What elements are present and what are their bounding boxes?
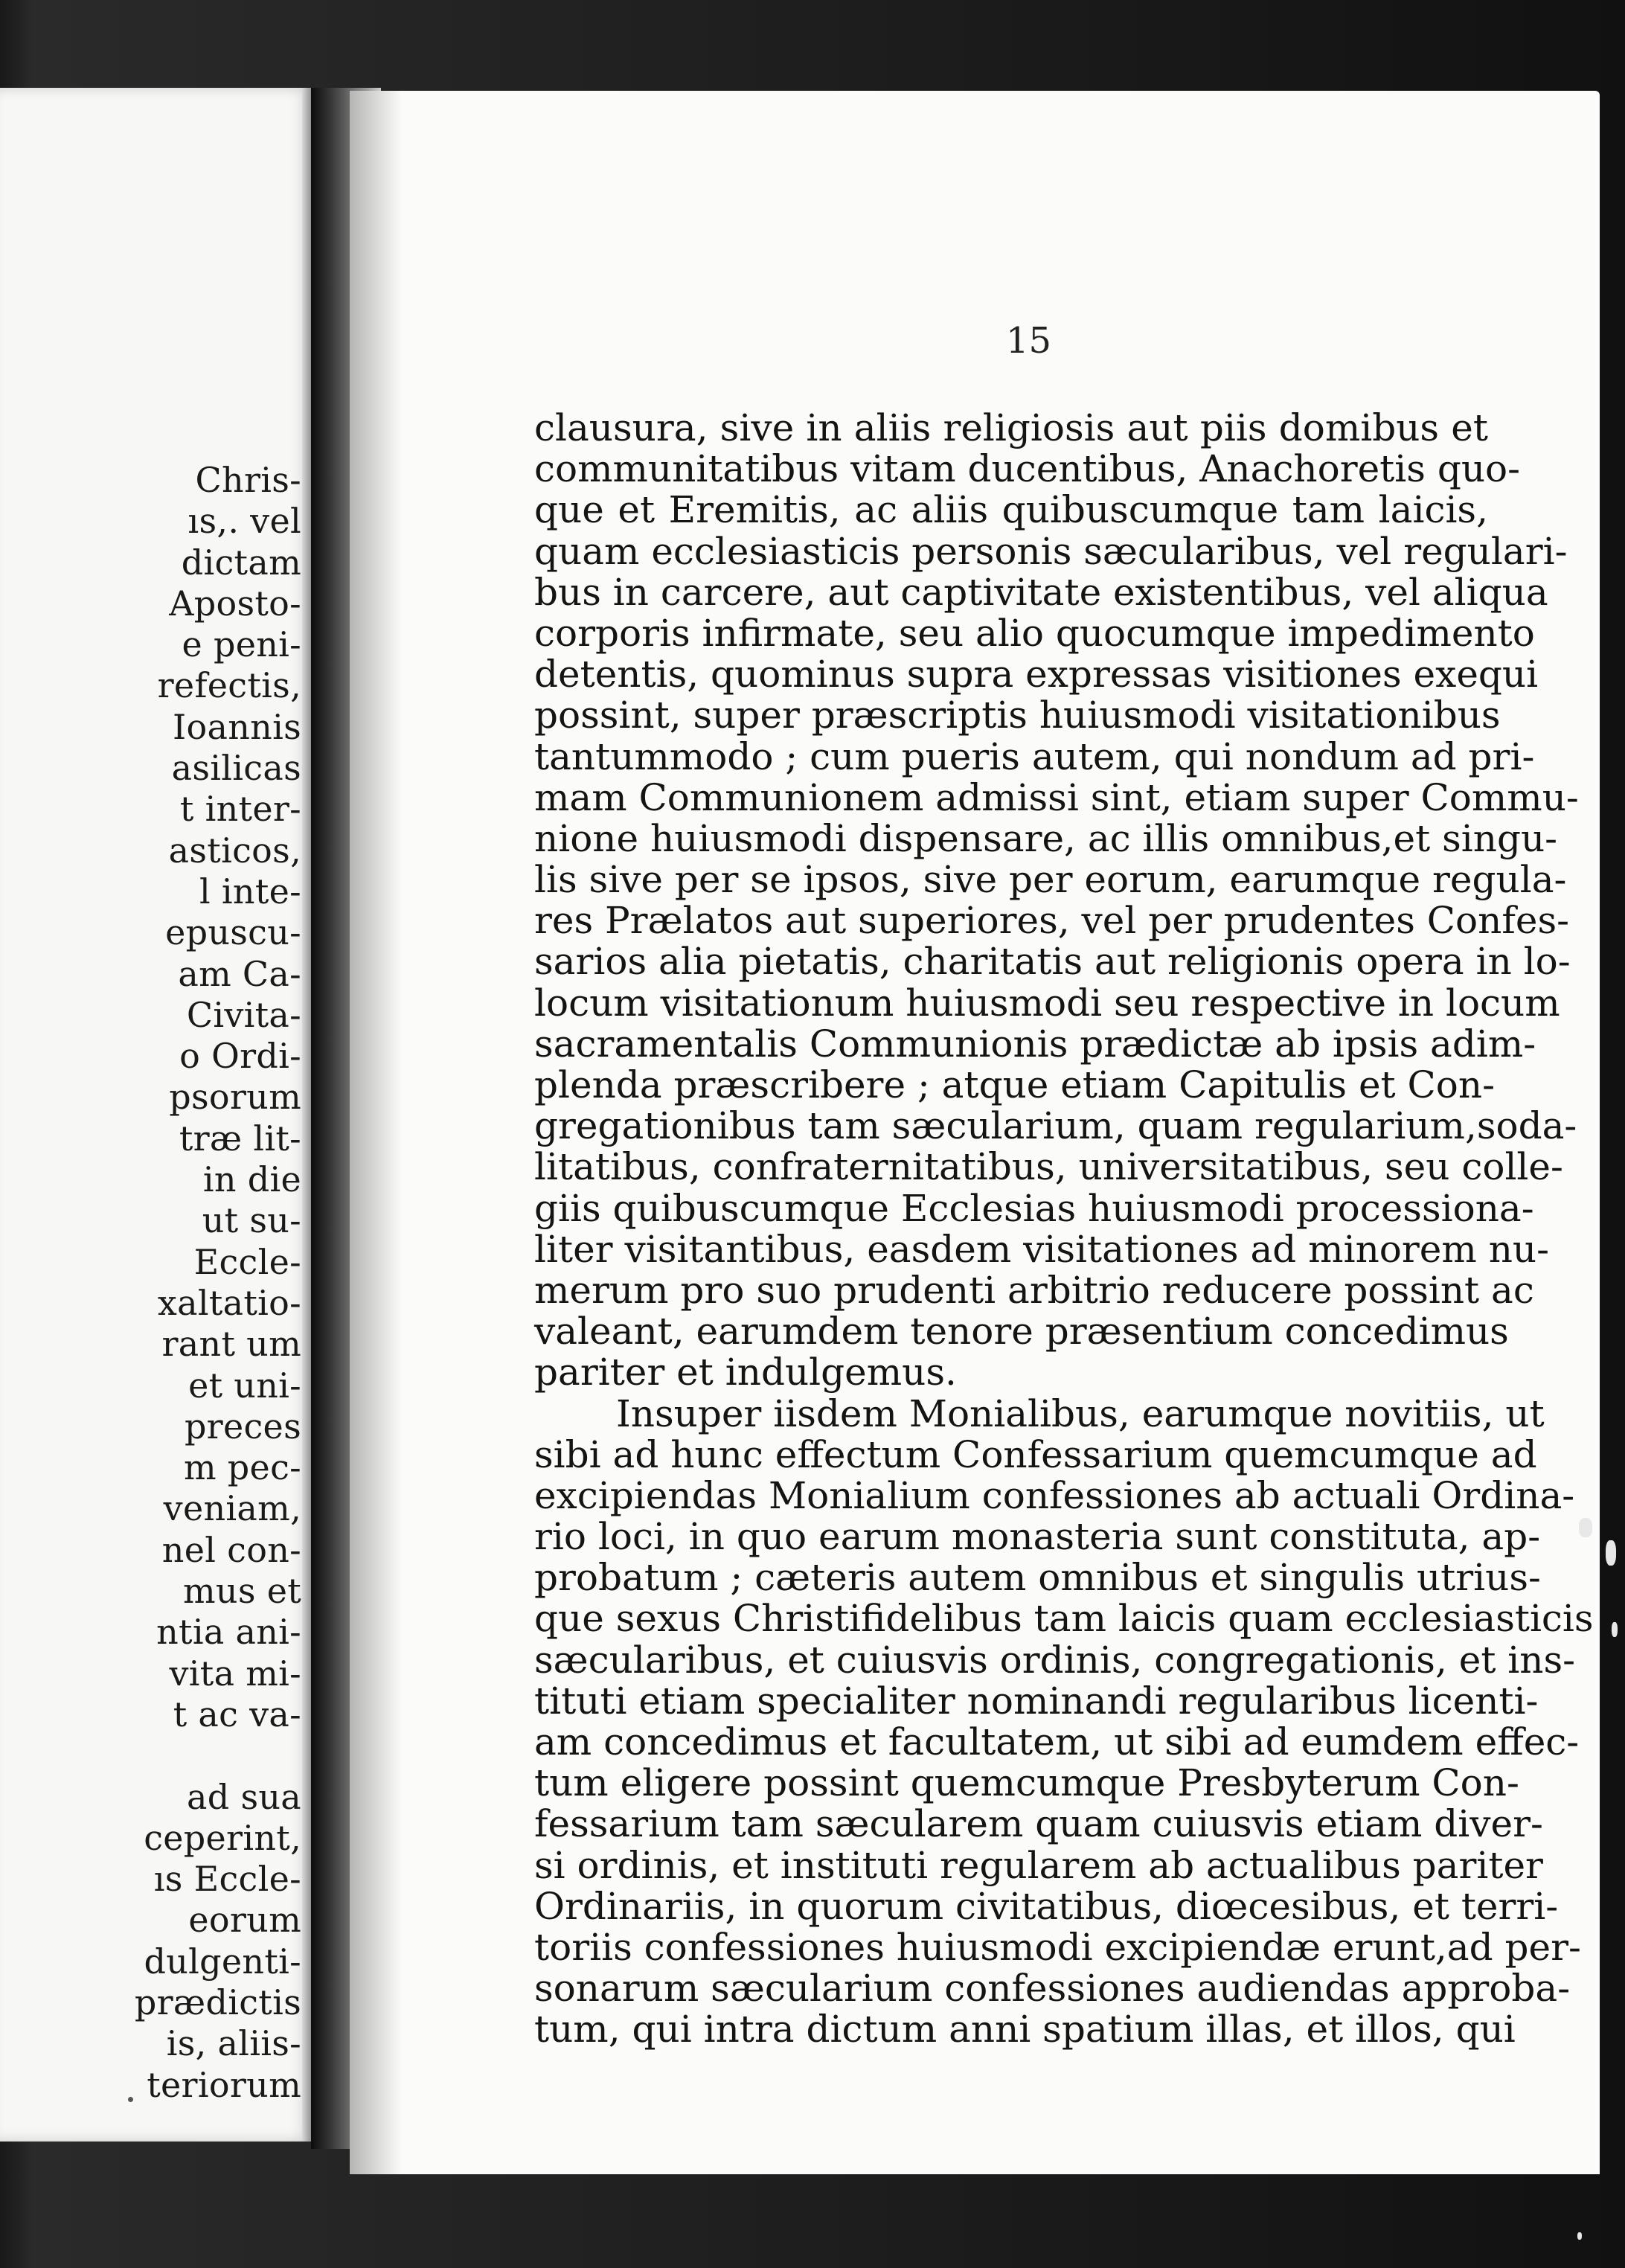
left-page-line: mus et <box>183 1571 301 1612</box>
text-line: possint, super præscriptis huiusmodi visitationibus <box>534 693 1501 737</box>
left-page-line: o Ordi- <box>179 1036 301 1077</box>
left-page-line: nel con- <box>161 1529 301 1570</box>
text-line: sacramentalis Communionis prædictæ ab ipsis adim- <box>534 1022 1536 1066</box>
left-page-line: asticos, <box>168 830 301 871</box>
left-page-line: ıs Eccle- <box>153 1859 301 1900</box>
left-page-line: vita mi- <box>169 1653 301 1694</box>
left-page-line: in die <box>202 1159 301 1200</box>
left-page-line: asilicas <box>171 748 301 789</box>
text-line: lis sive per se ipsos, sive per eorum, earumque regula- <box>534 858 1567 902</box>
right-page-shade <box>350 91 402 2174</box>
text-line: pariter et indulgemus. <box>534 1351 957 1394</box>
left-page-line: træ lit- <box>179 1118 301 1159</box>
ink-speck <box>128 2097 133 2102</box>
left-page-text <box>0 460 301 2106</box>
text-line: excipiendas Monialium confessiones ab actuali Ordina- <box>534 1473 1575 1517</box>
left-page-line: e peni- <box>182 624 301 665</box>
edge-speck <box>1577 2232 1582 2240</box>
left-page-line: l inte- <box>199 871 301 912</box>
text-line: am concedimus et facultatem, ut sibi ad eumdem effec- <box>534 1720 1580 1764</box>
text-line: valeant, earumdem tenore præsentium concedimus <box>534 1310 1509 1354</box>
text-line: res Prælatos aut superiores, vel per prudentes Confes- <box>534 899 1569 943</box>
text-line: giis quibuscumque Ecclesias huiusmodi processiona- <box>534 1186 1534 1230</box>
text-line: mam Communionem admissi sint, etiam super Commu- <box>534 775 1579 819</box>
left-page-line: rant um <box>161 1324 301 1365</box>
text-line: sarios alia pietatis, charitatis aut religionis opera in lo- <box>534 940 1571 984</box>
left-page-line: et uni- <box>188 1365 301 1406</box>
text-line: Insuper iisdem Monialibus, earumque novitiis, ut <box>616 1391 1545 1435</box>
edge-speck <box>1612 1622 1618 1637</box>
text-line: probatum ; cæteris autem omnibus et singulis utrius- <box>534 1556 1541 1600</box>
left-page-line: t ac va- <box>173 1694 301 1734</box>
left-page-line: ceperint, <box>144 1817 301 1858</box>
left-page-line: ut su- <box>202 1200 301 1241</box>
left-page-line: Eccle- <box>193 1241 301 1282</box>
text-line: communitatibus vitam ducentibus, Anachoretis quo- <box>534 447 1521 491</box>
left-page-line <box>0 1735 301 1776</box>
text-line: que et Eremitis, ac aliis quibuscumque tam laicis, <box>534 488 1488 532</box>
left-page-line: ad sua <box>187 1776 301 1817</box>
edge-speck <box>1606 1540 1616 1566</box>
left-page-line: veniam, <box>163 1488 301 1529</box>
left-page-line: psorum <box>169 1077 301 1118</box>
left-page-line: preces <box>184 1406 301 1447</box>
left-page-line: ıs,. vel <box>188 501 301 542</box>
left-page-line: is, aliis- <box>166 2023 301 2064</box>
left-page-line: t inter- <box>179 789 301 830</box>
text-line: tum, qui intra dictum anni spatium illas, et illos, qui <box>534 2008 1516 2051</box>
text-line: sæcularibus, et cuiusvis ordinis, congregationis, et ins- <box>534 1638 1576 1682</box>
left-page-line: Aposto- <box>169 583 301 624</box>
left-page-line: teriorum <box>147 2064 301 2105</box>
edge-speck <box>1579 1518 1592 1537</box>
left-page-line: ntia ani- <box>156 1612 301 1653</box>
right-page-text <box>534 406 1594 2051</box>
text-line: liter visitantibus, easdem visitationes ad minorem nu- <box>534 1227 1549 1271</box>
text-line: clausura, sive in aliis religiosis aut piis domibus et <box>534 406 1488 449</box>
text-line: sibi ad hunc effectum Confessarium quemcumque ad <box>534 1432 1537 1476</box>
text-line: si ordinis, et instituti regularem ab actualibus pariter <box>534 1843 1543 1887</box>
page-number: 15 <box>1006 320 1052 362</box>
text-line: nione huiusmodi dispensare, ac illis omnibus,et singu- <box>534 816 1558 860</box>
text-line: tantummodo ; cum pueris autem, qui nondum ad pri- <box>534 734 1535 778</box>
left-page-line: dictam <box>181 542 301 583</box>
text-line: quam ecclesiasticis personis sæcularibus, vel regulari- <box>534 529 1568 573</box>
text-line: litatibus, confraternitatibus, universitatibus, seu colle- <box>534 1145 1563 1189</box>
text-line: tum eligere possint quemcumque Presbyterum Con- <box>534 1761 1519 1805</box>
text-line: fessarium tam sæcularem quam cuiusvis etiam diver- <box>534 1802 1543 1846</box>
left-page-line: Ioannis <box>173 706 301 747</box>
left-page-line: prædictis <box>134 1982 301 2022</box>
text-line: Ordinariis, in quorum civitatibus, diœcesibus, et terri- <box>534 1884 1559 1928</box>
left-page-line: epuscu- <box>165 912 301 953</box>
text-line: merum pro suo prudenti arbitrio reducere possint ac <box>534 1268 1534 1312</box>
left-page <box>0 88 312 2142</box>
text-line: sonarum sæcularium confessiones audiendas approba- <box>534 1967 1571 2011</box>
text-line: tituti etiam specialiter nominandi regularibus licenti- <box>534 1679 1539 1723</box>
left-page-line: Chris- <box>195 460 301 500</box>
text-line: toriis confessiones huiusmodi excipiendæ erunt,ad per- <box>534 1925 1581 1969</box>
left-page-line: refectis, <box>157 665 301 706</box>
text-line: corporis infirmate, seu alio quocumque impedimento <box>534 611 1535 655</box>
left-page-line: m pec- <box>183 1447 301 1488</box>
left-page-line: xaltatio- <box>157 1282 301 1323</box>
text-line: que sexus Christifidelibus tam laicis quam ecclesiasticis <box>534 1597 1594 1641</box>
text-line: rio loci, in quo earum monasteria sunt constituta, ap- <box>534 1515 1541 1559</box>
left-page-line: am Ca- <box>178 953 301 994</box>
left-page-line: Civita- <box>186 994 301 1035</box>
text-line: plenda præscribere ; atque etiam Capitulis et Con- <box>534 1063 1495 1106</box>
text-line: bus in carcere, aut captivitate existentibus, vel aliqua <box>534 570 1548 614</box>
text-line: gregationibus tam sæcularium, quam regularium,soda- <box>534 1104 1577 1148</box>
left-page-line: dulgenti- <box>144 1941 301 1982</box>
text-line: detentis, quominus supra expressas visitiones exequi <box>534 653 1539 696</box>
text-line: locum visitationum huiusmodi seu respective in locum <box>534 981 1560 1025</box>
left-page-line: eorum <box>188 1900 301 1941</box>
